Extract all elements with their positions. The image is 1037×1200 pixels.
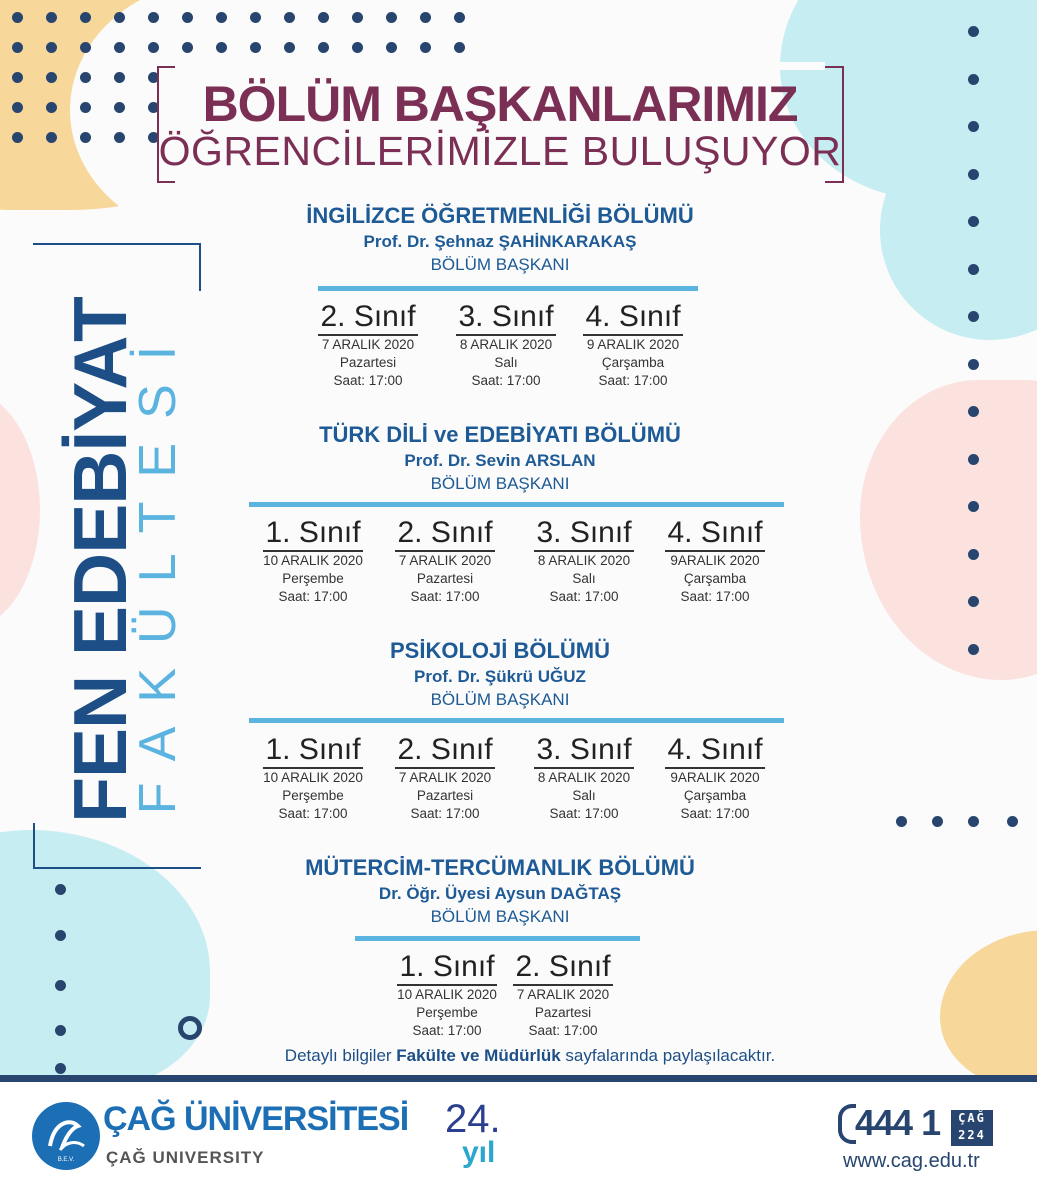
session-class: 3. Sınıf: [534, 733, 633, 769]
session-date: 7 ARALIK 2020: [398, 553, 492, 568]
session-date: 7 ARALIK 2020: [321, 337, 415, 352]
decor-dot: [386, 42, 397, 53]
decor-dot: [80, 12, 91, 23]
page-title: BÖLÜM BAŞKANLARIMIZ: [202, 76, 798, 132]
department-name: PSİKOLOJİ BÖLÜMÜ: [389, 638, 610, 663]
session-class: 4. Sınıf: [665, 516, 764, 552]
department-header: [0, 855, 1000, 927]
department-role: BÖLÜM BAŞKANI: [430, 474, 570, 493]
session-date: 10 ARALIK 2020: [263, 553, 363, 568]
info-note-pre: Detaylı bilgiler: [284, 1046, 397, 1065]
session-date: 10 ARALIK 2020: [397, 987, 497, 1002]
session-date: 10 ARALIK 2020: [263, 770, 363, 785]
session-class: 1. Sınıf: [263, 516, 362, 552]
department-role: BÖLÜM BAŞKANI: [430, 907, 570, 926]
session-day: Salı: [572, 788, 596, 803]
session-time: Saat: 17:00: [410, 589, 480, 604]
phone-code-bottom: 224: [958, 1128, 986, 1142]
decor-dot: [386, 12, 397, 23]
decor-dot: [55, 1063, 66, 1074]
decor-dot: [420, 12, 431, 23]
decor-dot: [114, 12, 125, 23]
anniversary-number: 24.: [445, 1097, 501, 1141]
page-subtitle: ÖĞRENCİLERİMİZLE BULUŞUYOR: [158, 128, 842, 174]
department-head: Prof. Dr. Sevin ARSLAN: [404, 451, 596, 470]
session-card: [380, 733, 510, 823]
session-class: 3. Sınıf: [534, 516, 633, 552]
session-time: Saat: 17:00: [278, 589, 348, 604]
session-card: [380, 516, 510, 606]
department-name: TÜRK DİLİ ve EDEBİYATI BÖLÜMÜ: [319, 422, 681, 447]
university-logo: [32, 1102, 100, 1170]
session-time: Saat: 17:00: [471, 373, 541, 388]
decor-dot: [968, 501, 979, 512]
info-note: [180, 1046, 880, 1066]
faculty-name-light: FAKÜLTESİ: [129, 321, 187, 815]
faculty-name-bold: FEN EDEBİYAT: [58, 297, 142, 823]
session-class: 2. Sınıf: [513, 950, 612, 986]
decor-dot: [216, 12, 227, 23]
decor-dot: [55, 1025, 66, 1036]
session-time: Saat: 17:00: [549, 589, 619, 604]
decor-blob-yellow-right: [940, 930, 1037, 1090]
session-card: [568, 300, 698, 390]
decor-dot: [968, 406, 979, 417]
session-date: 9ARALIK 2020: [670, 553, 760, 568]
department-head: Prof. Dr. Şehnaz ŞAHİNKARAKAŞ: [363, 232, 637, 251]
phone-icon: [838, 1104, 856, 1144]
decor-dot: [148, 42, 159, 53]
session-card: [498, 950, 628, 1040]
session-card: [441, 300, 571, 390]
decor-dot: [1007, 816, 1018, 827]
decor-dot: [55, 930, 66, 941]
session-card: [382, 950, 512, 1040]
session-day: Çarşamba: [683, 571, 747, 586]
decor-dot: [216, 42, 227, 53]
session-day: Pazartesi: [534, 1005, 592, 1020]
session-date: 8 ARALIK 2020: [537, 770, 631, 785]
session-card: [248, 516, 378, 606]
session-class: 3. Sınıf: [456, 300, 555, 336]
session-day: Çarşamba: [683, 788, 747, 803]
session-class: 1. Sınıf: [263, 733, 362, 769]
decor-dot: [968, 26, 979, 37]
website-link[interactable]: www.cag.edu.tr: [843, 1150, 980, 1172]
decor-dot: [12, 42, 23, 53]
decor-dot: [80, 42, 91, 53]
decor-dot: [250, 42, 261, 53]
session-class: 2. Sınıf: [318, 300, 417, 336]
session-card: [519, 516, 649, 606]
decor-dot: [352, 42, 363, 53]
department-header: [0, 422, 1000, 494]
session-class: 2. Sınıf: [395, 516, 494, 552]
session-time: Saat: 17:00: [333, 373, 403, 388]
decor-dot: [352, 12, 363, 23]
session-date: 7 ARALIK 2020: [516, 987, 610, 1002]
session-day: Salı: [494, 355, 518, 370]
decor-dot: [896, 816, 907, 827]
session-class: 2. Sınıf: [395, 733, 494, 769]
decor-dot: [454, 12, 465, 23]
decor-dot: [454, 42, 465, 53]
phone-number: 444 1: [855, 1102, 941, 1143]
decor-dot: [318, 12, 329, 23]
session-time: Saat: 17:00: [680, 806, 750, 821]
title-frame-gap-top: [175, 62, 825, 70]
department-divider: [249, 502, 784, 507]
department-role: BÖLÜM BAŞKANI: [430, 690, 570, 709]
session-class: 4. Sınıf: [665, 733, 764, 769]
title-frame-gap-bottom: [175, 178, 825, 186]
decor-dot: [46, 42, 57, 53]
decor-dot: [12, 12, 23, 23]
session-card: [519, 733, 649, 823]
session-date: 9 ARALIK 2020: [586, 337, 680, 352]
session-time: Saat: 17:00: [598, 373, 668, 388]
session-day: Pazartesi: [416, 571, 474, 586]
department-header: [0, 638, 1000, 710]
decor-dot: [284, 42, 295, 53]
decor-dot: [114, 42, 125, 53]
session-day: Çarşamba: [601, 355, 665, 370]
session-date: 7 ARALIK 2020: [398, 770, 492, 785]
session-day: Pazartesi: [339, 355, 397, 370]
department-divider: [318, 286, 698, 291]
anniversary-word: yıl: [462, 1136, 496, 1169]
decor-dot: [46, 12, 57, 23]
session-day: Salı: [572, 571, 596, 586]
department-role: BÖLÜM BAŞKANI: [430, 255, 570, 274]
decor-dot: [148, 12, 159, 23]
decor-dot: [318, 42, 329, 53]
session-time: Saat: 17:00: [528, 1023, 598, 1038]
session-time: Saat: 17:00: [680, 589, 750, 604]
session-class: 4. Sınıf: [583, 300, 682, 336]
decor-dot: [250, 12, 261, 23]
session-date: 8 ARALIK 2020: [537, 553, 631, 568]
decor-dot: [182, 42, 193, 53]
session-day: Pazartesi: [416, 788, 474, 803]
department-name: MÜTERCİM-TERCÜMANLIK BÖLÜMÜ: [305, 855, 695, 880]
decor-dot: [182, 12, 193, 23]
university-name-en: ÇAĞ UNIVERSITY: [106, 1148, 265, 1167]
decor-dot: [932, 816, 943, 827]
session-day: Perşembe: [416, 1005, 478, 1020]
university-name-tr: ÇAĞ ÜNİVERSİTESİ: [103, 1100, 409, 1138]
decor-dot: [968, 816, 979, 827]
session-card: [650, 733, 780, 823]
decor-dot: [968, 359, 979, 370]
info-note-bold: Fakülte ve Müdürlük: [396, 1046, 561, 1065]
department-header: [0, 203, 1000, 275]
session-time: Saat: 17:00: [410, 806, 480, 821]
decor-dot: [968, 549, 979, 560]
logo-small-text: B.E.V.: [57, 1157, 75, 1163]
phone-code-top: ÇAĞ: [958, 1111, 986, 1125]
phone-code-box: [951, 1110, 993, 1146]
decor-dot: [420, 42, 431, 53]
decor-dot: [284, 12, 295, 23]
department-head: Dr. Öğr. Üyesi Aysun DAĞTAŞ: [378, 884, 622, 903]
decor-dot: [968, 311, 979, 322]
department-head: Prof. Dr. Şükrü UĞUZ: [414, 667, 586, 686]
department-divider: [249, 718, 784, 723]
department-name: İNGİLİZCE ÖĞRETMENLİĞİ BÖLÜMÜ: [306, 203, 694, 228]
session-card: [650, 516, 780, 606]
session-day: Perşembe: [282, 788, 344, 803]
decor-dot: [968, 596, 979, 607]
session-date: 8 ARALIK 2020: [459, 337, 553, 352]
session-card: [248, 733, 378, 823]
department-divider: [355, 936, 640, 941]
info-note-post: sayfalarında paylaşılacaktır.: [560, 1046, 776, 1065]
decor-ring: [178, 1016, 202, 1040]
session-time: Saat: 17:00: [412, 1023, 482, 1038]
footer-divider: [0, 1075, 1037, 1082]
session-time: Saat: 17:00: [278, 806, 348, 821]
decor-dot: [55, 980, 66, 991]
session-card: [303, 300, 433, 390]
session-time: Saat: 17:00: [549, 806, 619, 821]
session-day: Perşembe: [282, 571, 344, 586]
session-date: 9ARALIK 2020: [670, 770, 760, 785]
session-class: 1. Sınıf: [397, 950, 496, 986]
